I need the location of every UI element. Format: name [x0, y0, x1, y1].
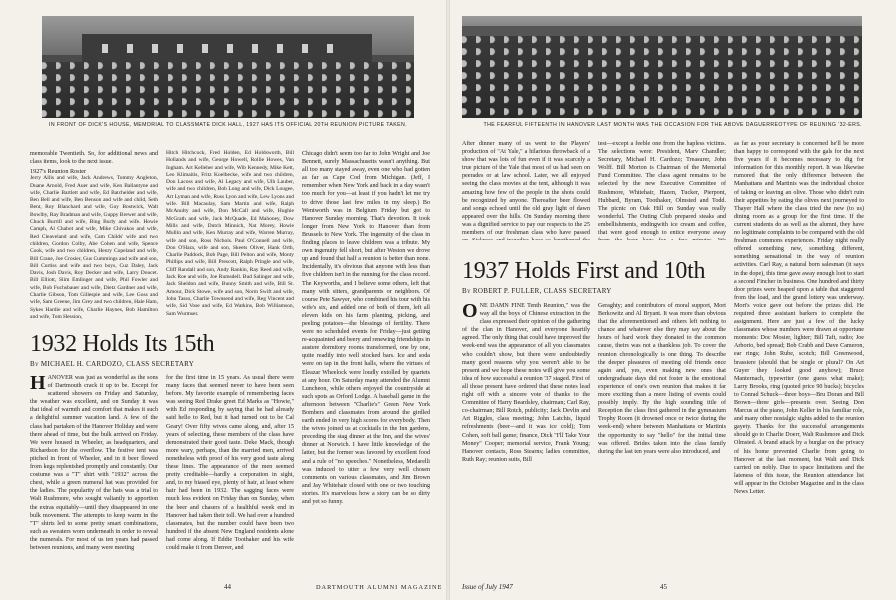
article-1937-column-2	[598, 302, 726, 574]
article-1932-column-1	[30, 374, 158, 574]
roster-column-1	[30, 150, 158, 321]
article-1937-text-1: NE DAMN FINE Tenth Reunion," was the way all the boys of Chinese extraction in the class expressed their opinion of the gathering of the clan in Hanover, and everyone heartily agreed. The only thing that could have improved the week-end was the appearance of all you classmates who couldn't show, but there were undoubtedly many good reasons why you weren't able to be present and we hope these notes will give you some idea of how successful a reunion '37 staged. First of all those present have ordered that these notes lead right off with a sincere vote of thanks to the Committee of Harry Beardsley, chairman; Carl Ray, co-chairman; Bill Rotch, publicity; Jack Devlin and Art Riggles, class meeting; John Latchis, liquid refreshments (beer—and it was ice cold); Tom Cohen, soft ball game; finance, Dick "I'll Take Your Money" Cooper; memorial service, Frank Young; Hanover contacts, Ross Stearns; ladies committee, Ruth Ray; reunion suits, Bill	[462, 303, 590, 463]
dick-house-reunion-photo	[42, 16, 414, 118]
right-photo-caption: THE FEARFUL FIFTEENTH IN HANOVER LAST MONTH WAS THE OCCASION FOR THE ABOVE DAGUERREOTYPE OF REUNING '32-ERS.	[483, 122, 862, 128]
right-page-number: 45	[660, 583, 667, 591]
right-page	[450, 0, 896, 600]
article-1932-title: 1932 Holds Its 15th	[30, 331, 215, 357]
left-page-number: 44	[224, 583, 231, 591]
roster-text-2: Hitch Hitchcock, Fred Holden, Ed Holdsworth, Bill Hollands and wife, George Howell, Rollie Howes, Van Ingham. Art Kelleher and wife, Wib Kennedy, Mike Kett, Leo Klimaitis, Fritz Koelbecke, wife and two children, Don Lacoss and wife, Al Legacy and wife, Ulh Lauber, wife and two children, Bob Long and wife, Dick Lougee, Art Lyman and wife, Russ Lyon and wife, Lew Lyons and wife. Bill Macaulay, Sam Martin and wife, Ralph McAnulty and wife, Don McCall and wife, Hughie McGrath and wife, Jack McQuade, Ed Mahoney, Dow Mills and wife, Dutch Minnich, Nat Morey, Howie Mullin and wife, Ken Murray and wife, Warren Murray, wife and son, Ross Nichols. Paul O'Connell and wife, Don O'Hara, wife and son, Skeets Oliver, Hank Orth, Charlie Paddock, Bob Page, Bill Pelton and wife, Monty Phillips and wife, Bill Prescott, Ralph Pringle and wife, Cliff Randall and son, Andy Rankin, Ray Reed and wife, Jack Roe and wife, Joe Rumsdell. Bud Salinger and wife, Jack Sheldon and wife, Bunny Smith and wife, Bill St. Amour, Dick Stowe, wife and son, Norm Swift and wife, John Tasso, Charlie Townsend and wife, Reg Vincent and wife, Sid Vose and wife, Ed Watkins, Bob Williamson, Sam Wurmser.	[166, 150, 294, 317]
article-1932-text-3: Chicago didn't seem too far to John Wright and Joe Bennett, surely Massachusetts wasn't anything. But all too many stayed away, even one who had gotten as far as Cape Cod from Michigan. (Jeff, I remember when New York and back in a day wasn't too much for you—at least if you hadn't let me try to drive those last few miles in my sleep.) Bo Wentworth was in Belgium Friday but got to Hanover Sunday morning. That's devotion. It took longer from New York to Hanover than from Brussels to New York. The ingenuity of the class in finding places to leave children was a tribute. My own ingenuity fell short, but after Weston we drove up and found that half a reunion is better than none. Incidentally, it's obvious that anyone with less than five children isn't in the running for the class record. The Keyworths, and I believe some others, left that many with sitters, grandparents or neighbors. Of course Pete Sawyer, who combined his tour with his wife's six, and added one of both of them, left all eleven kids on his farm planting, picking, and peeling potatoes—the blessings of fertility. There were no scheduled events for Friday—just getting re-acquainted and beery and renewing friendships in austere dormitory rooms transformed, one by one, quite readily into well stocked bars. Ice and soda were on tap in the front halls, where the virtues of Eleazar Wheelock were loudly extolled by quartets at any hour. On Saturday many attended the Alumni Luncheon, while others enjoyed the countryside at such spots as Orford Lodge. A baseball game in the afternoon between "Charlie's" Green New York Bombers and classmates from around the girdled earth ended in very high scores for everybody. Then the wives joined us at cocktails in the Inn gardens, preceding the stag dinner at the Inn, and the wives' dinner at Norwich. I have little knowledge of the latter, but the former was favored by excellent food and a rule of "no speeches." Nonetheless, Medarelli was induced to utter a few very well chosen comments on various classmates, and Jim Brown and Jay Whitehair closed with one or two touching stories. It's marvelous how a story can be so dirty and yet so funny.	[302, 151, 430, 506]
1932-reunion-group-photo	[462, 16, 862, 118]
1932-continued-text-1: After dinner many of us went to the Players' production of "At Yale," a hilarious throwback of a show that was lots of fun even if it was scarcely a true picture of the Yale that most of us had seen on peerades or at law school. Later, we all enjoyed seeing the class movies at the tent, although it was amazing how few of the people in the shots could be recognized by anyone. Thereafter beer flowed and songs echoed until the old gray light of dawn appeared over the hills. On Sunday morning there was a dignified service to pay our respects to the 25 members of our freshman class who have passed	[462, 141, 590, 237]
article-1937-column-1	[462, 302, 590, 574]
drop-cap-h: H	[30, 374, 46, 394]
left-photo-caption: IN FRONT OF DICK'S HOUSE, MEMORIAL TO CLASSMATE DICK HALL, 1927 HAS ITS OFFICIAL 20TH REUNION PICTURE TAKEN.	[49, 122, 407, 128]
left-page	[0, 0, 446, 600]
magazine-name: DARTMOUTH ALUMNI MAGAZINE	[316, 584, 443, 591]
1932-continued-text-2: test—except a feeble one from the hapless victims. The selections were: President, Marv Chandler; Secretary, Michael H. Cardozo; Treasurer, John Wolff. Bill Morton is Chairman of the Memorial Fund Committee. The class agent remains to be selected by the new Executive Committee of Rushmore, Whitehair, Hazen, Tucker, Pierpont, Hubbard, Byram, Toothaker, Olmsted and Todd. The picnic on Oak Hill on Sunday was really wonderful. The Outing Club prepared steaks and embellishments, endingwith ice cream and coffee, that were good enough to entice everyone away	[598, 141, 726, 237]
article-1932-column-2	[166, 374, 294, 574]
article-1937-byline: By ROBERT P. FULLER, CLASS SECRETARY	[462, 287, 612, 295]
roster-text-1: Jerry Allis and wife, Jack Andrews, Tommy Angleton, Duane Arnold, Fred Auer and wife, Ken Ballantyne and wife, Charlie Bartlett and wife, Ed Batchelder and wife, Ben Bell and wife, Ben Benson and wife and child, Seth Bent, Roy Blanchard and wife, Guy Bostwick, Walt Bowlby, Ray Bradman and wife, Guppy Brewer and wife, Chuck Burrill and wife, Bing Burly and wife. Howie Camph, Al Chabot and wife, Mike Chivakos and wife, Red Cleaveland and wife, Cam Childs' wife and two children, Gordon Colby, Abe Cohen and wife, Spence Cook, wife and two children, Henry Copeland and wife, Bill Crane, Joe Crosier, Gus Cummings and wife and son, Bill Curtiss and wife and two boys, Cuz Daley, Jack Davis, Josh Davis, Roy Decker and wife, Larry Doucet. Bill Elliott, Slim Emlinger and wife, Phil Fowler and wife, Bob Fuchsbauer and wife, Dietz Gardner and wife, Charlie Gibson, Tom Gillespie and wife, Lee Goss and wife, Sam Greene, Jim Grey and two children, Hale Ham, Sykes Hardie and wife, Charlie Haynes, Bob Hamilton and wife, Tom Hession,	[30, 175, 158, 320]
roster-column-2	[166, 150, 294, 318]
article-1932-text-1: ANOVER was just as wonderful as the sons of Dartmouth crack it up to be. Except for scattered showers on Friday and Saturday, the weather was excellent, and on Sunday it was that ideal of warmth and comfort that makes it such a delightful summer vacation land. A few of the class had partaken of the Hanover Holiday and were there ahead of time, but the bulk arrived on Friday. We were housed in Wheeler, as headquarters, and Richardson for the overflow. The festive tent was pitched in front of Wheeler, and in it beer flowed from kegs replenished promptly and constantly. Our costume was a "T" shirt with "1932" across the chest, while a green numeral hat was provided for the ladies. The popularity of the hats was a trial to Walt Rushmore, who sought valiantly to apportion the extras equitably—until they disappeared in one bulk movement. The attempts to keep warm in the "T" shirts led to some pretty smart combinations, such as sweaters worn underneath in order to reveal the numerals. For most of us ten years had passed between reunions, and many were meeting	[30, 375, 158, 551]
drop-cap-o: O	[462, 302, 478, 322]
roster-intro: memorable Twentieth. So, for additional news and class items, look to the next issue.	[30, 151, 158, 165]
1932-continued-column-3	[734, 140, 864, 574]
article-1937-title: 1937 Holds First and 10th	[462, 258, 706, 284]
article-1932-column-3	[302, 150, 430, 574]
roster-heading: 1927's Reunion Roster	[30, 168, 87, 175]
1932-continued-text-3: as far as your secretary is concerned he'll be more than happy to correspond with the gals for the next five years if it becomes necessary to dig for information for this monthly report. It was likewise rumored that the only difference between the Manhattans and Martinis was the individual choice of taking or leaving an olive. Those who didn't ruin their appetites by eating the olives next journeyed to Thayer Hall where the class tried the new (to us) dining room as a group for the first time. If the current students do as well as the alumni, they have no legitimate complaints to be compared with the old freshman commons experiences. Friday night really offered something new, something different, something sensational in the way of reunion activities. Carl Ray, a natural born salesman (it says in the dope), this time gave away enough loot to start a second Fincher in business. One hundred and thirty door prizes were heaped upon a table that staggered from the load, and the grand lottery was underway. Mort's voice gave out before the prizes did. He required three assistant barkers to complete the assignment. Here are just a few of the lucky classmates whose numbers were drawn at opportune moments: Doc Mosier, lighter; Bill Taft, radio; Joe Arborio, bed spread; Bob Crabb and Dave Cameron, ear rings; John Rube, scotch; Bill Greenwood, brassiere (should that be single or plural? On Art Guyer they looked good anyhow); Bruce Manternach, typewriter (one guess what make); Larry Brooks, ring (quoted price 90 bucks); bicycles to Conrad Schuck—three boys—Bru Doran and Bill Brown—three girls—presents over. Seeing Don Marcus at the piano, John Keller in his familiar role, and many other nostalgic sights added to the reunion gayety. Thanks for the successful arrangements should go to Charlie Doerr, Walt Rushmore and Dick Olmsted. A brand attack by a burglar on the privacy of his home prevented Charlie from going to Hanover at the last moment, but Walt and Dick carried on nobly. Due to space limitations and the lateness of this issue, the Reunion attendance list will appear in the October Magazine and in the class News Letter.	[734, 141, 864, 496]
issue-label: Issue of July 1947	[462, 583, 513, 591]
1932-continued-column-1	[462, 140, 590, 240]
article-1932-text-2: for the first time in 15 years. As usual there were many faces that seemed never to have been seen before. My favorite example of remembering faces was seeing Red Drake greet Ed Marks as "Howie," with Ed responding by saying that he had already said hello to Red, but it had turned out to be Cal Geary! Over fifty wives came along, and, after 15 years of selecting, these members of the class have demonstrated their good taste. Deke Mack, though more wary, perhaps, than the married men, arrived nonetheless with proof of his very good taste along these lines. The appearance of the men seemed pretty creditable—hardly a corporation in sight, and, to my biased eye, plenty of hair, at least where hair had been in 1932. The sagging faces were much less evident on Friday than on Sunday, when the beer and chasers of a healthful week end in Hanover had taken their toll. We had over a hundred classmates, but the number could have been two hundred if the absent New England residents alone had come along. If Eddie Toothaker and his wife could make it from Denver, and	[166, 375, 294, 551]
1932-continued-column-2	[598, 140, 726, 240]
article-1932-byline: By MICHAEL H. CARDOZO, CLASS SECRETARY	[30, 360, 195, 368]
article-1937-text-2: Geraghty; and contributors of moral support, Mort Berkowitz and Al Bryant. It was more than obvious that the aforementioned and others left nothing to chance and whatever else they may say about the hours of hard work they donated to the common cause, theirs was not a thankless job. To cover the reunion chronologically is one thing. To describe the deeper pleasures of meeting old friends once again and, yes, even making new ones that undergraduate days did not foster is the emotional experience of one's own reunion that makes it far more exciting than a mere listing of events could possibly imply. By the high sounding title of Reception the class first gathered in the gymnasium Trophy Room (it drowned once or twice during the week-end) where between Manhattans or Martinis the opportunity to say "hello" for the initial time was offered. Brides taken into the class family during the last ten years were also introduced, and	[598, 303, 726, 455]
